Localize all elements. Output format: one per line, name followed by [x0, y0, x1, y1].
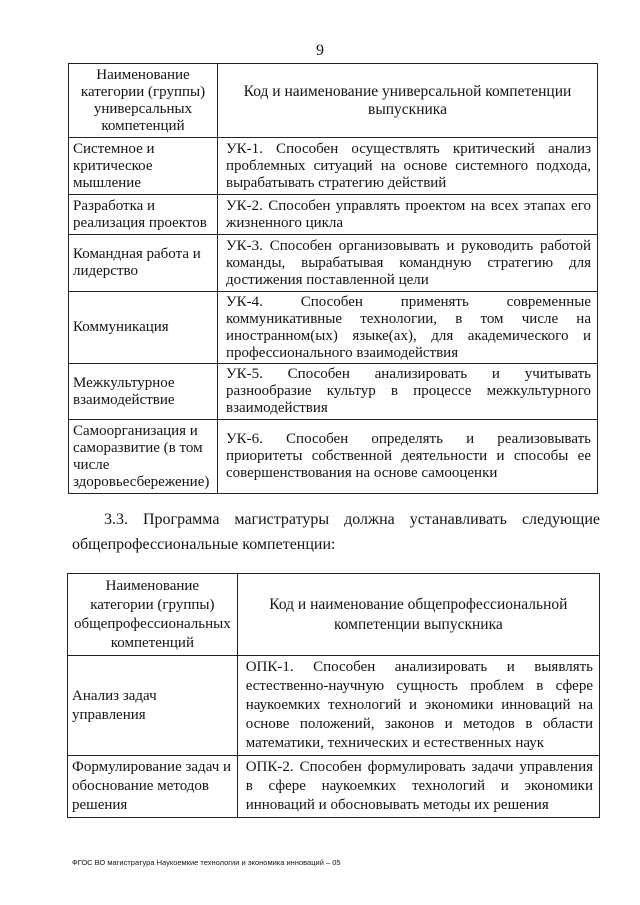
description-cell: УК-6. Способен определять и реализовывать приоритеты собственной деятельности и способы ее совершенствования на основе самооценки: [218, 420, 598, 494]
description-cell: УК-4. Способен применять современные коммуникативные технологии, в том числе на иностранном(ых) языке(ах), для академического и профессионального взаимодействия: [218, 292, 598, 364]
category-cell: Коммуникация: [69, 292, 218, 364]
description-cell: ОПК-2. Способен формулировать задачи управления в сфере наукоемких технологий и экономики инноваций и обосновывать методы их решения: [237, 756, 599, 818]
category-cell: Межкультурное взаимодействие: [69, 364, 218, 420]
header-code: Код и наименование универсальной компетенции выпускника: [218, 64, 598, 138]
category-cell: Разработка и реализация проектов: [69, 195, 218, 235]
table-row: [68, 756, 600, 818]
category-cell: Командная работа и лидерство: [69, 235, 218, 292]
category-cell: Анализ задач управления: [68, 656, 238, 756]
description-cell: УК-5. Способен анализировать и учитывать разнообразие культур в процессе межкультурного взаимодействия: [218, 364, 598, 420]
category-cell: Формулирование задач и обоснование методов решения: [68, 756, 238, 818]
table-row: [69, 292, 598, 364]
description-cell: УК-2. Способен управлять проектом на всех этапах его жизненного цикла: [218, 195, 598, 235]
table-row: [69, 420, 598, 494]
general-professional-competencies-table: [67, 573, 600, 818]
section-paragraph-line2: общепрофессиональные компетенции:: [72, 536, 336, 553]
universal-competencies-table: [68, 63, 598, 494]
description-cell: УК-3. Способен организовывать и руководить работой команды, вырабатывая командную стратегию для достижения поставленной цели: [218, 235, 598, 292]
table-row: [69, 235, 598, 292]
table-row: [69, 195, 598, 235]
category-cell: Системное и критическое мышление: [69, 138, 218, 195]
table-row: [69, 138, 598, 195]
header-code: Код и наименование общепрофессиональной компетенции выпускника: [237, 574, 599, 656]
page-number: 9: [316, 42, 324, 59]
table-row: [69, 364, 598, 420]
section-paragraph-line1: 3.3. Программа магистратуры должна устанавливать следующие: [104, 511, 600, 528]
header-category: Наименование категории (группы) универсальных компетенций: [69, 64, 218, 138]
header-category: Наименование категории (группы) общепрофессиональных компетенций: [68, 574, 238, 656]
table-header-row: [69, 64, 598, 138]
description-cell: ОПК-1. Способен анализировать и выявлять естественно-научную сущность проблем в сфере наукоемких технологий и экономики инноваций на основе положений, законов и методов в области математики, технических и естественных наук: [237, 656, 599, 756]
table-header-row: [68, 574, 600, 656]
footer-text: ФГОС ВО магистратура Наукоемкие технологии и экономика инноваций – 05: [72, 858, 341, 867]
description-cell: УК-1. Способен осуществлять критический анализ проблемных ситуаций на основе системного подхода, вырабатывать стратегию действий: [218, 138, 598, 195]
table-row: [68, 656, 600, 756]
category-cell: Самоорганизация и саморазвитие (в том числе здоровьесбережение): [69, 420, 218, 494]
